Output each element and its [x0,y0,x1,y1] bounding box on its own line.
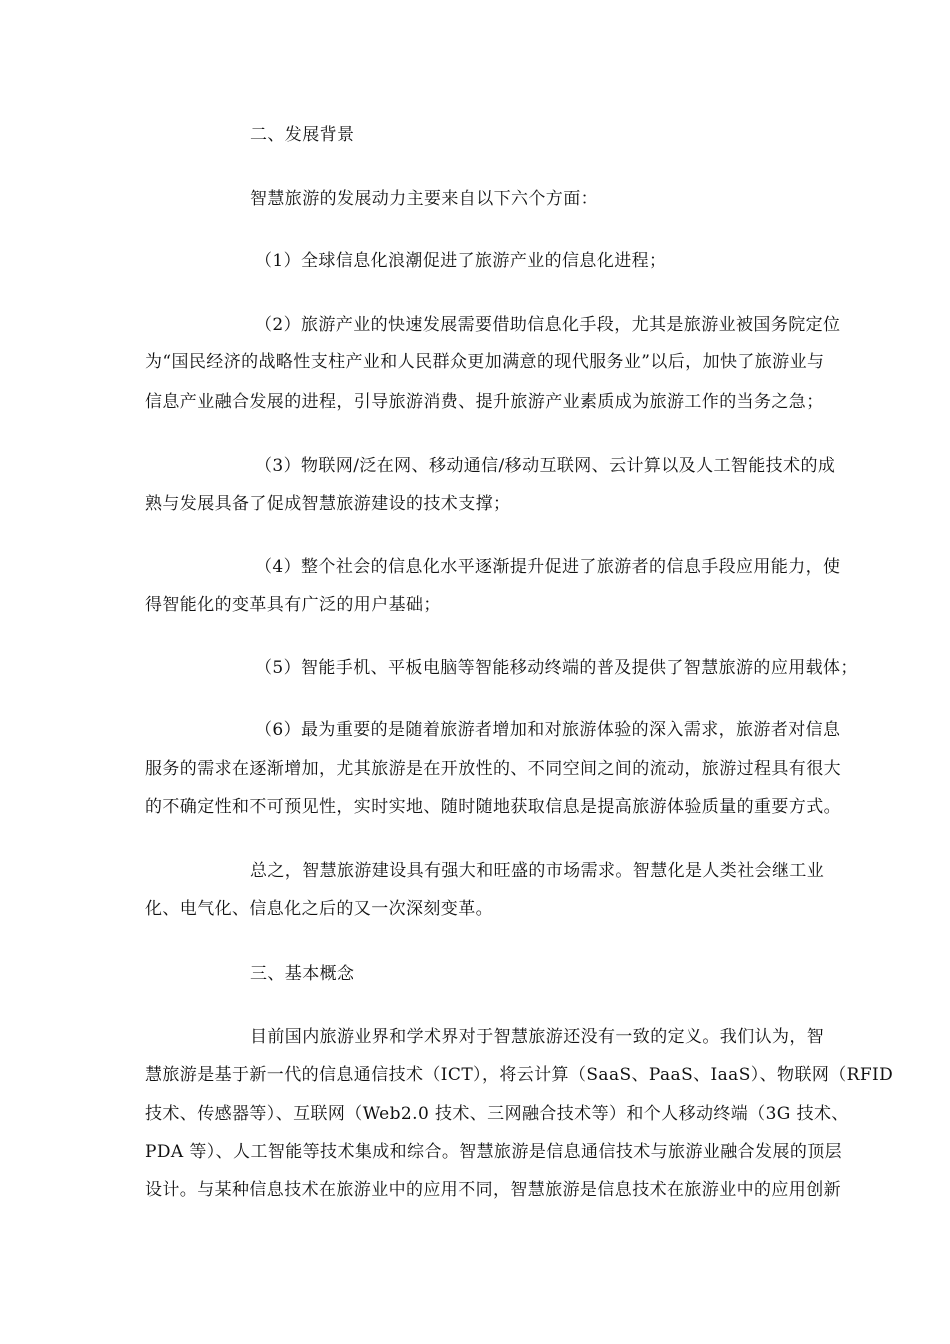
item-1-line-1: （1）全球信息化浪潮促进了旅游产业的信息化进程； [255,251,667,271]
concept-line-2: 慧旅游是基于新一代的信息通信技术（ICT），将云计算（SaaS、PaaS、IaaS）、物联网（RFID [145,1065,894,1085]
summary-line-1: 总之，智慧旅游建设具有强大和旺盛的市场需求。智慧化是人类社会继工业 [250,861,825,881]
item-3-line-2: 熟与发展具备了促成智慧旅游建设的技术支撑； [145,494,511,514]
item-4-line-1: （4）整个社会的信息化水平逐渐提升促进了旅游者的信息手段应用能力，使 [255,557,841,577]
item-3-line-1: （3）物联网/泛在网、移动通信/移动互联网、云计算以及人工智能技术的成 [255,456,836,476]
intro-text: 智慧旅游的发展动力主要来自以下六个方面： [250,189,598,209]
item-5-line-1: （5）智能手机、平板电脑等智能移动终端的普及提供了智慧旅游的应用载体； [255,658,858,678]
item-6-line-3: 的不确定性和不可预见性，实时实地、随时随地获取信息是提高旅游体验质量的重要方式。 [145,797,841,817]
item-6-line-1: （6）最为重要的是随着旅游者增加和对旅游体验的深入需求，旅游者对信息 [255,720,841,740]
concept-line-5: 设计。与某种信息技术在旅游业中的应用不同，智慧旅游是信息技术在旅游业中的应用创新 [145,1180,841,1200]
item-6-line-2: 服务的需求在逐渐增加，尤其旅游是在开放性的、不同空间之间的流动，旅游过程具有很大 [145,759,841,779]
item-2-line-3: 信息产业融合发展的进程，引导旅游消费、提升旅游产业素质成为旅游工作的当务之急； [145,392,824,412]
item-2-line-2: 为“国民经济的战略性支柱产业和人民群众更加满意的现代服务业”以后，加快了旅游业与 [145,352,825,372]
concept-line-4: PDA 等）、人工智能等技术集成和综合。智慧旅游是信息通信技术与旅游业融合发展的顶层 [145,1142,843,1162]
section-heading-background: 二、发展背景 [250,125,355,145]
concept-line-3: 技术、传感器等）、互联网（Web2.0 技术、三网融合技术等）和个人移动终端（3G 技术、 [145,1104,849,1124]
section-heading-concept: 三、基本概念 [250,964,355,984]
concept-line-1: 目前国内旅游业界和学术界对于智慧旅游还没有一致的定义。我们认为，智 [250,1027,825,1047]
item-4-line-2: 得智能化的变革具有广泛的用户基础； [145,595,441,615]
item-2-line-1: （2）旅游产业的快速发展需要借助信息化手段，尤其是旅游业被国务院定位 [255,315,841,335]
summary-line-2: 化、电气化、信息化之后的又一次深刻变革。 [145,899,493,919]
